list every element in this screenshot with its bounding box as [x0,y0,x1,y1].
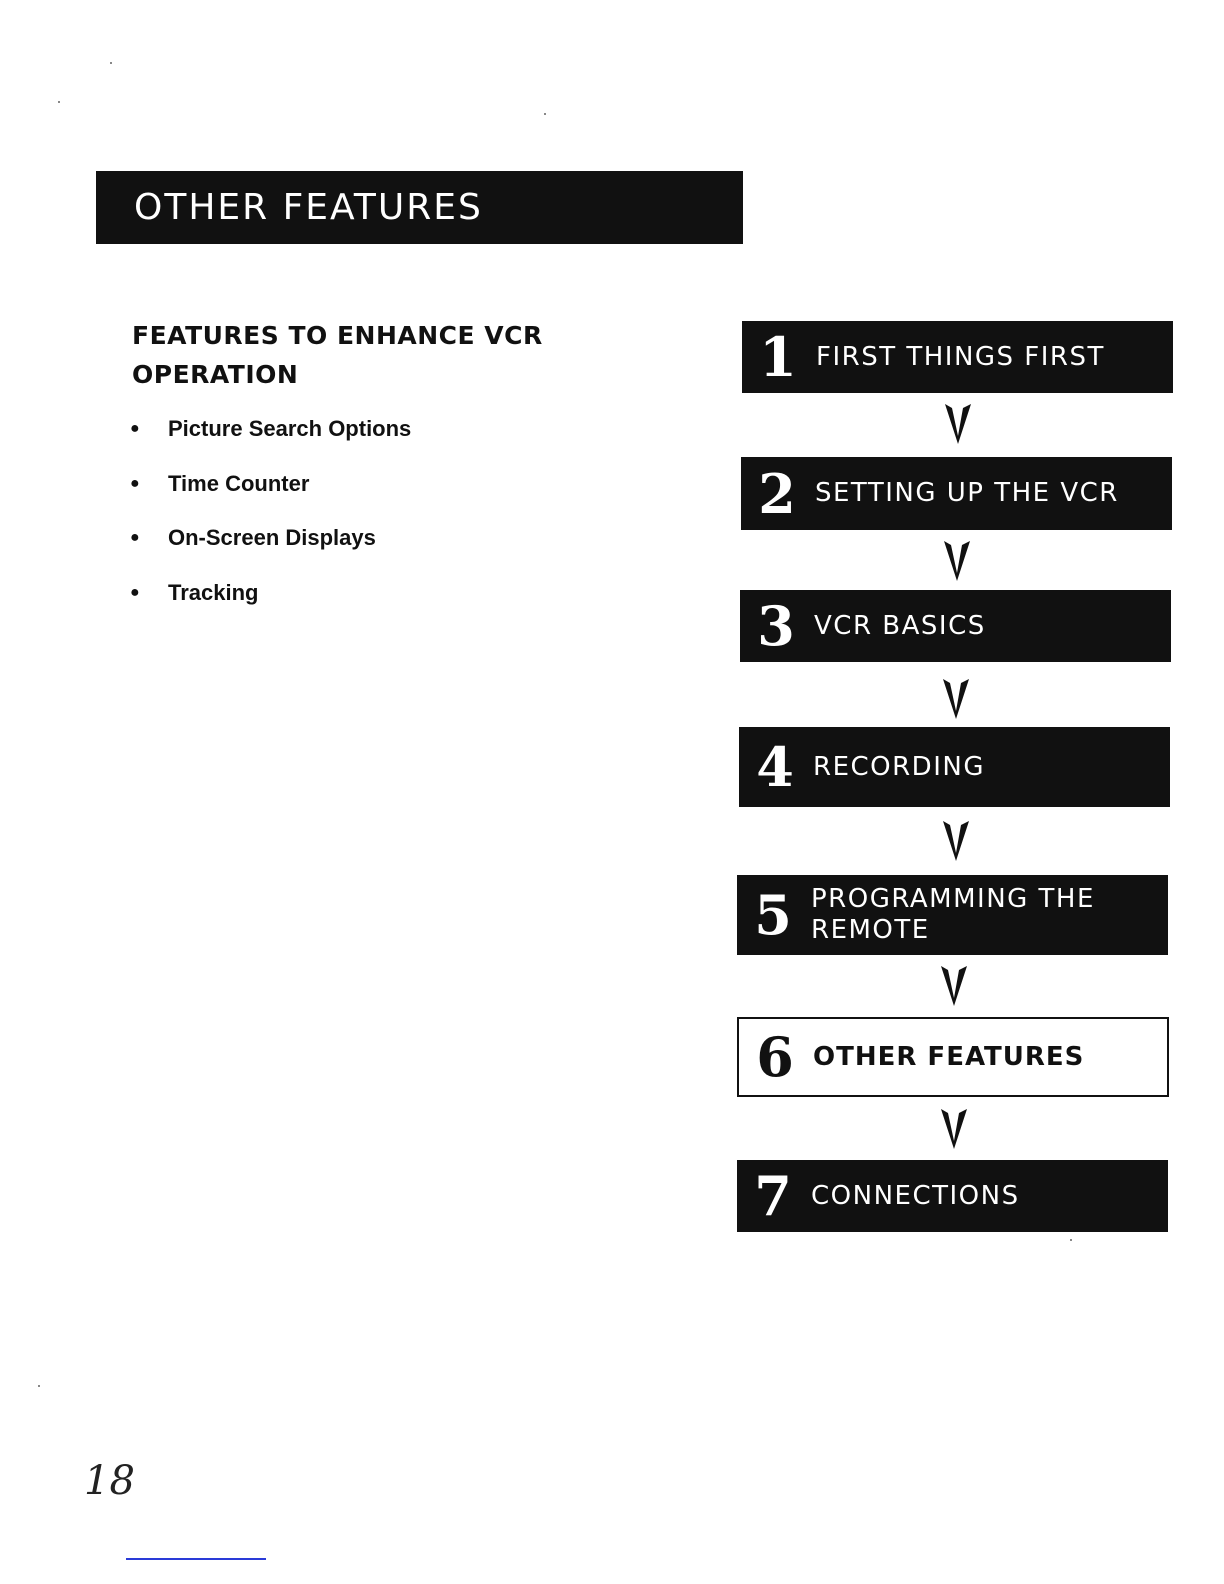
list-item [130,469,411,524]
bullet-icon: ● [130,583,140,601]
step-number: 1 [759,325,797,389]
scan-speck [58,101,60,103]
list-item [130,578,411,633]
section-heading-line2: OPERATION [132,360,299,389]
list-item [130,414,411,469]
section-heading [132,316,592,394]
step-label: SETTING UP THE VCR [815,478,1119,508]
page-title: OTHER FEATURES [134,187,483,228]
scan-speck [110,62,112,64]
bullet-icon: ● [130,529,140,546]
down-arrow-icon [939,964,969,1008]
list-item [130,523,411,578]
step-label: CONNECTIONS [811,1180,1020,1211]
bullet-icon: ● [130,420,140,437]
chapter-step-7 [737,1160,1168,1232]
step-label: FIRST THINGS FIRST [816,341,1105,372]
list-item-label: Tracking [168,579,259,605]
chapter-step-6-current [737,1017,1169,1097]
page-title-bar [96,171,743,244]
down-arrow-icon [939,1107,969,1151]
feature-list [130,414,411,632]
list-item-label: Time Counter [168,470,310,496]
bullet-icon: ● [130,474,140,492]
step-number: 5 [754,883,792,947]
step-label-line1: PROGRAMMING THE [811,884,1095,914]
step-label: RECORDING [813,751,985,782]
down-arrow-icon [941,819,971,863]
step-label: OTHER FEATURES [813,1041,1085,1072]
scan-edge-line [126,1558,266,1560]
chapter-step-5 [737,875,1168,955]
step-label-line2: REMOTE [811,915,930,945]
step-label [811,884,1095,946]
section-heading-line1: FEATURES TO ENHANCE VCR [132,321,543,350]
chapter-step-4 [739,727,1170,807]
scan-speck [38,1385,40,1387]
step-number: 4 [756,735,794,799]
down-arrow-icon [942,539,972,583]
step-number: 3 [757,594,795,658]
step-number: 7 [754,1164,792,1228]
step-number: 6 [756,1025,794,1089]
step-number: 2 [758,461,796,526]
down-arrow-icon [943,402,973,446]
chapter-step-1 [742,321,1173,393]
step-label: VCR BASICS [814,610,986,641]
chapter-step-3 [740,590,1171,662]
scan-speck [544,113,546,115]
page-number: 18 [84,1458,135,1504]
scan-speck [1070,1239,1072,1241]
list-item-label: On-Screen Displays [168,525,376,550]
down-arrow-icon [941,677,971,721]
list-item-label: Picture Search Options [168,416,412,441]
chapter-step-2 [741,457,1172,530]
